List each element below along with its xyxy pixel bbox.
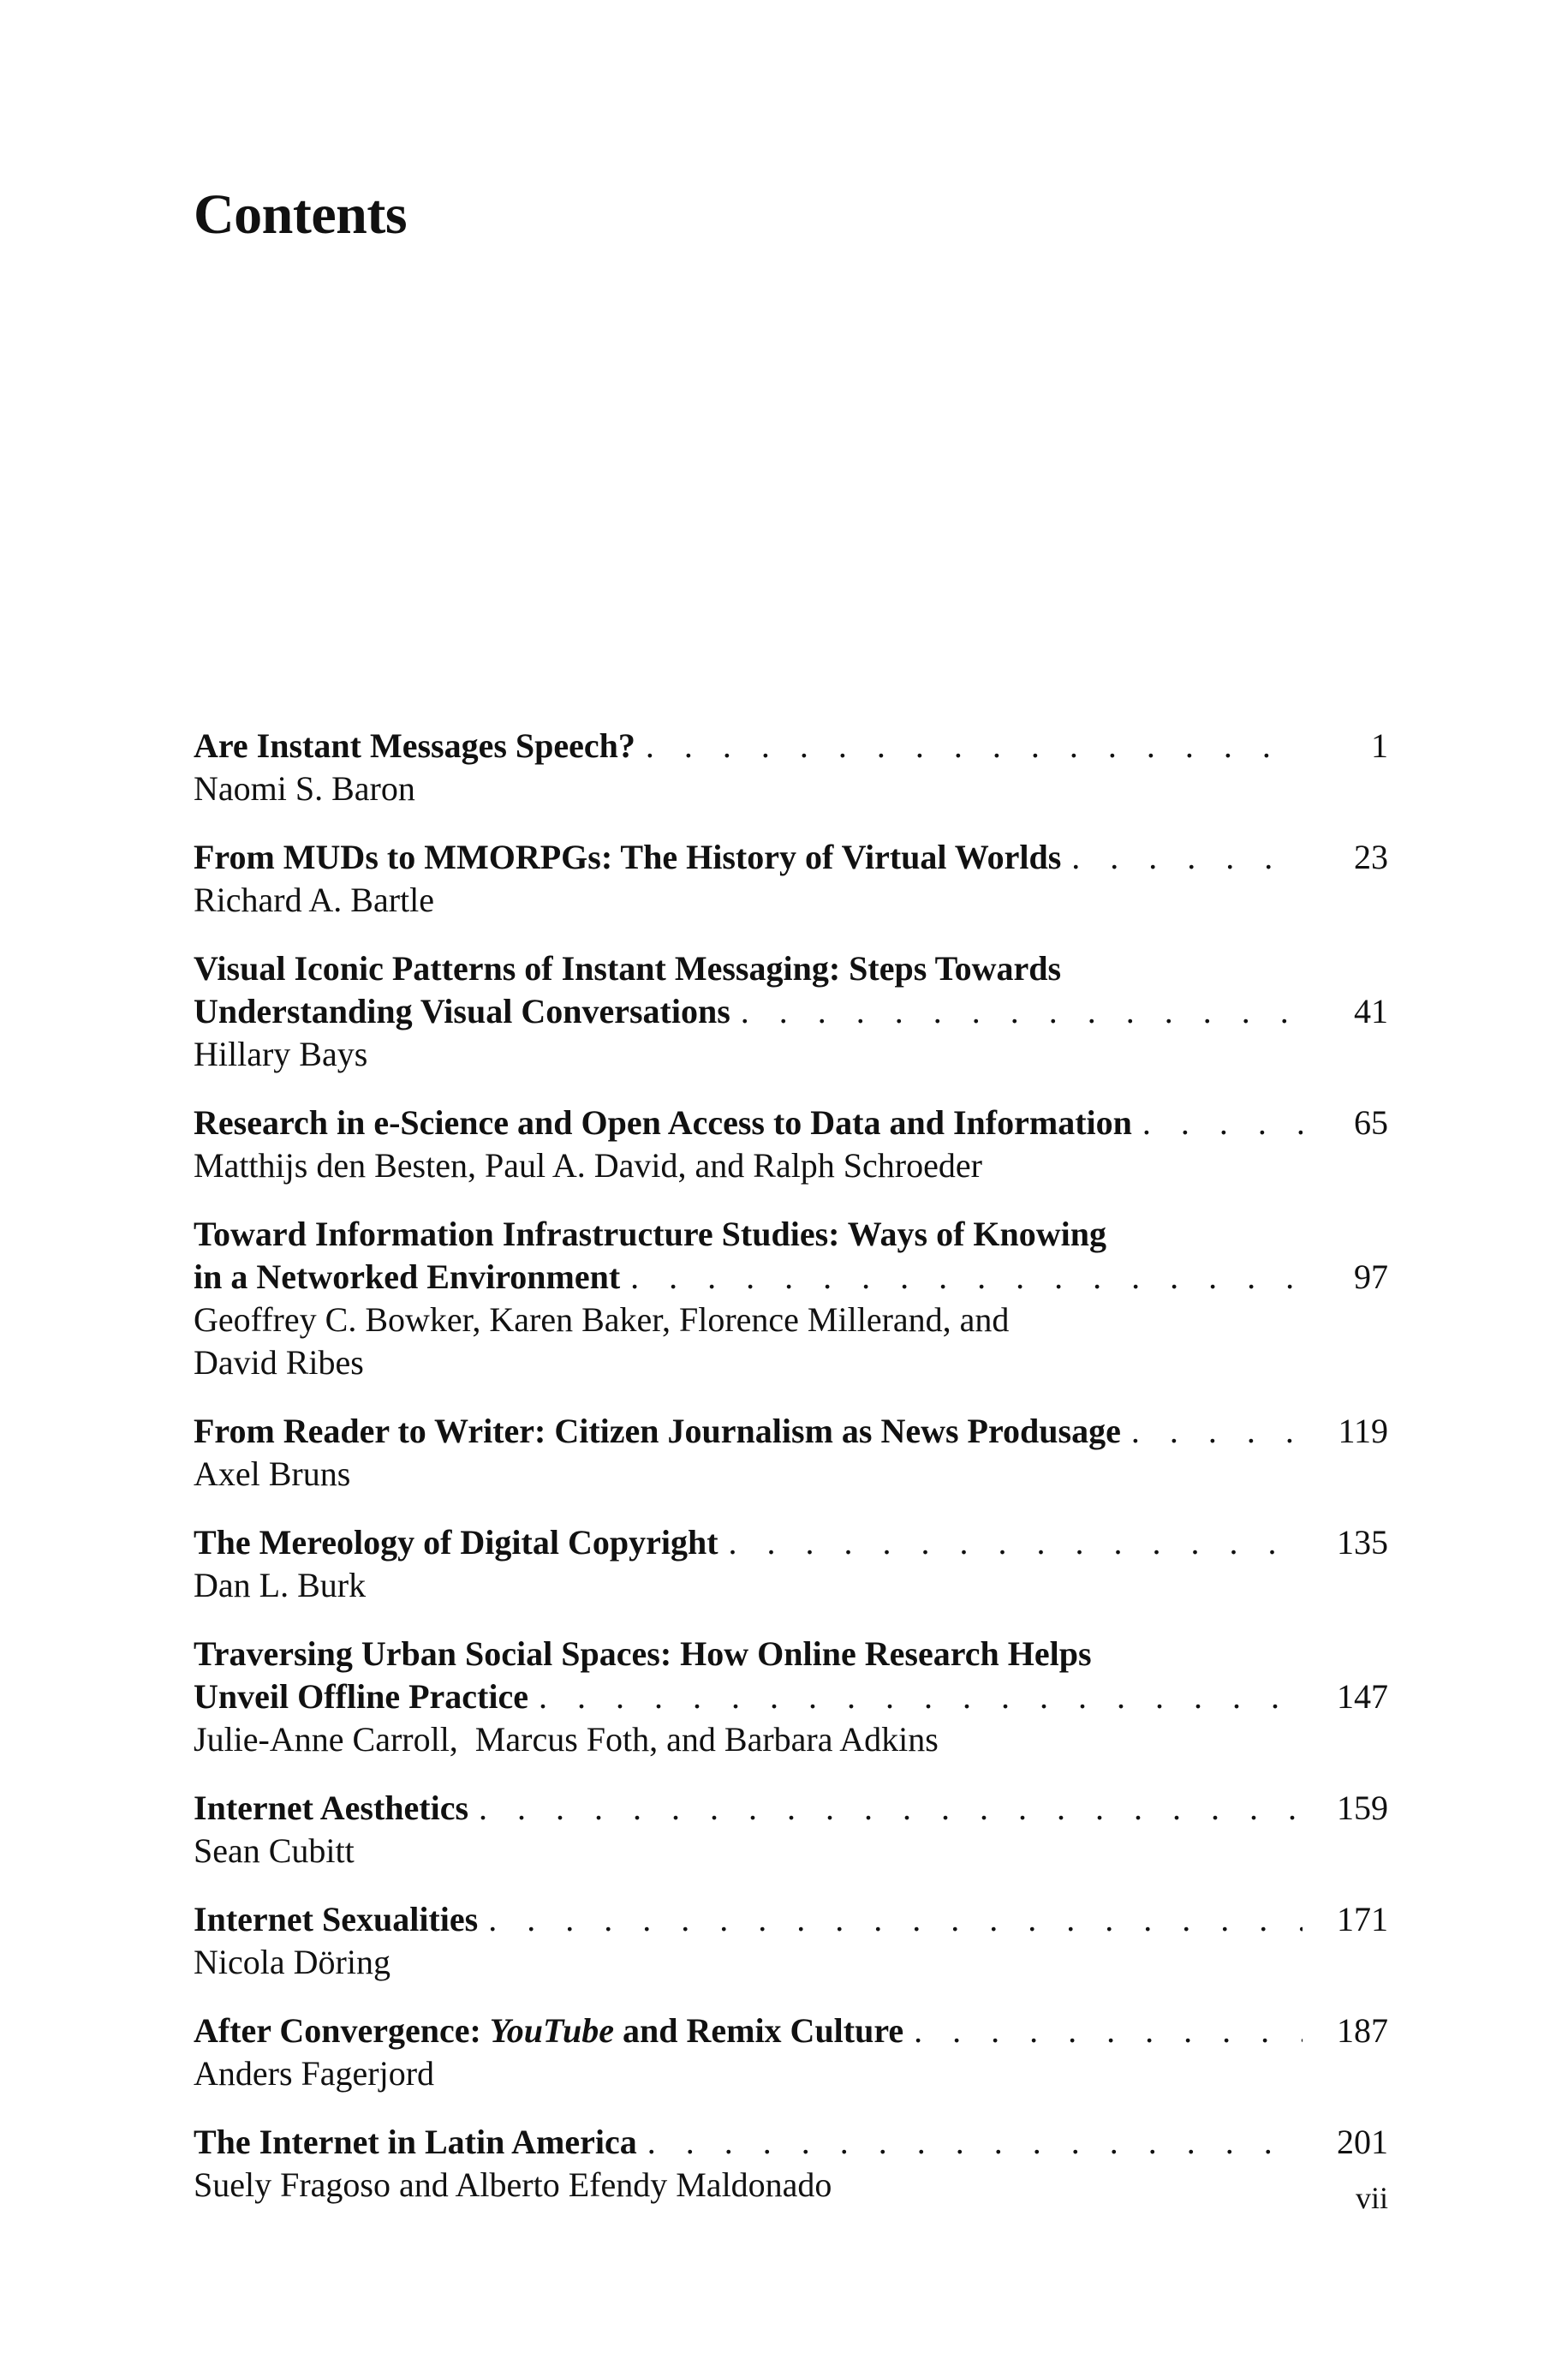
page-number[interactable]: 159 [1337,1789,1388,1827]
toc-entry [194,1102,1388,1187]
page-folio: vii [1355,2181,1388,2215]
dot-leader [478,1898,1303,1941]
toc-title-line [194,1898,1388,1941]
toc-title-line [194,725,1388,767]
chapter-authors: Hillary Bays [194,1035,368,1073]
chapter-title-italic: YouTube [489,2011,614,2050]
dot-leader [637,2121,1303,2164]
toc-entry [194,1787,1388,1872]
toc-title-line [194,1633,1388,1675]
toc-title-line [194,990,1388,1033]
chapter-authors: Dan L. Burk [194,1566,367,1604]
page-number[interactable]: 97 [1354,1257,1388,1296]
chapter-authors: Matthijs den Besten, Paul A. David, and Ralph Schroeder [194,1146,982,1185]
page-number[interactable]: 119 [1338,1412,1388,1450]
chapter-title[interactable]: in a Networked Environment [194,1257,621,1296]
toc-title-line [194,1256,1388,1299]
chapter-title[interactable]: Research in e-Science and Open Access to Data and Information [194,1103,1132,1142]
dot-leader [528,1675,1303,1718]
toc-title-line [194,1787,1388,1830]
dot-leader [903,2010,1303,2052]
toc-entry [194,725,1388,810]
chapter-title-part: After Convergence: [194,2011,490,2050]
page-number[interactable]: 135 [1337,1523,1388,1562]
chapter-authors: Sean Cubitt [194,1831,355,1870]
chapter-title[interactable]: From MUDs to MMORPGs: The History of Virtual Worlds [194,838,1062,876]
dot-leader [1061,836,1303,879]
chapter-authors: Nicola Döring [194,1943,391,1981]
page-title: Contents [194,183,408,246]
toc-entry [194,1521,1388,1607]
chapter-authors: Anders Fagerjord [194,2054,435,2093]
dot-leader [718,1521,1303,1564]
chapter-title[interactable] [194,2010,903,2052]
page-number[interactable]: 171 [1337,1900,1388,1938]
dot-leader [468,1787,1303,1830]
toc-title-line [194,947,1388,990]
toc-title-line [194,836,1388,879]
chapter-title[interactable]: Internet Sexualities [194,1900,479,1938]
toc-entry [194,1633,1388,1761]
toc-title-line [194,1675,1388,1718]
page-number[interactable]: 187 [1337,2011,1388,2050]
chapter-title[interactable]: Internet Aesthetics [194,1789,469,1827]
toc-title-line [194,1213,1388,1256]
page-number[interactable]: 147 [1337,1677,1388,1716]
table-of-contents [194,725,1388,2232]
chapter-title[interactable]: Visual Iconic Patterns of Instant Messaging: Steps Towards [194,949,1062,988]
dot-leader [1132,1102,1303,1144]
chapter-authors: David Ribes [194,1343,364,1382]
page-number[interactable]: 1 [1371,726,1388,765]
chapter-authors: Richard A. Bartle [194,881,435,919]
chapter-title[interactable]: Traversing Urban Social Spaces: How Online Research Helps [194,1634,1092,1673]
chapter-title-part: and Remix Culture [613,2011,904,2050]
chapter-title[interactable]: From Reader to Writer: Citizen Journalism as News Produsage [194,1412,1121,1450]
toc-title-line [194,2121,1388,2164]
toc-title-line [194,2010,1388,2052]
chapter-authors: Naomi S. Baron [194,769,415,808]
chapter-title[interactable]: Unveil Offline Practice [194,1677,528,1716]
chapter-title[interactable]: Understanding Visual Conversations [194,992,730,1030]
dot-leader [730,990,1303,1033]
chapter-authors: Suely Fragoso and Alberto Efendy Maldonado [194,2165,832,2204]
chapter-authors: Geoffrey C. Bowker, Karen Baker, Florence Millerand, and [194,1300,1010,1339]
toc-entry [194,947,1388,1076]
chapter-title[interactable]: Are Instant Messages Speech? [194,726,635,765]
page-number[interactable]: 23 [1354,838,1388,876]
toc-title-line [194,1521,1388,1564]
toc-entry [194,2121,1388,2207]
toc-entry [194,836,1388,922]
chapter-authors: Julie-Anne Carroll, Marcus Foth, and Barbara Adkins [194,1720,939,1759]
toc-entry [194,1213,1388,1384]
dot-leader [1121,1410,1303,1453]
toc-title-line [194,1102,1388,1144]
toc-entry [194,2010,1388,2095]
toc-entry [194,1898,1388,1984]
toc-entry [194,1410,1388,1496]
toc-title-line [194,1410,1388,1453]
chapter-title[interactable]: Toward Information Infrastructure Studies: Ways of Knowing [194,1215,1107,1253]
page-number[interactable]: 201 [1337,2123,1388,2161]
chapter-authors: Axel Bruns [194,1454,351,1493]
chapter-title[interactable]: The Internet in Latin America [194,2123,637,2161]
page-number[interactable]: 65 [1354,1103,1388,1142]
dot-leader [635,725,1303,767]
chapter-title[interactable]: The Mereology of Digital Copyright [194,1523,718,1562]
dot-leader [620,1256,1303,1299]
page-number[interactable]: 41 [1354,992,1388,1030]
